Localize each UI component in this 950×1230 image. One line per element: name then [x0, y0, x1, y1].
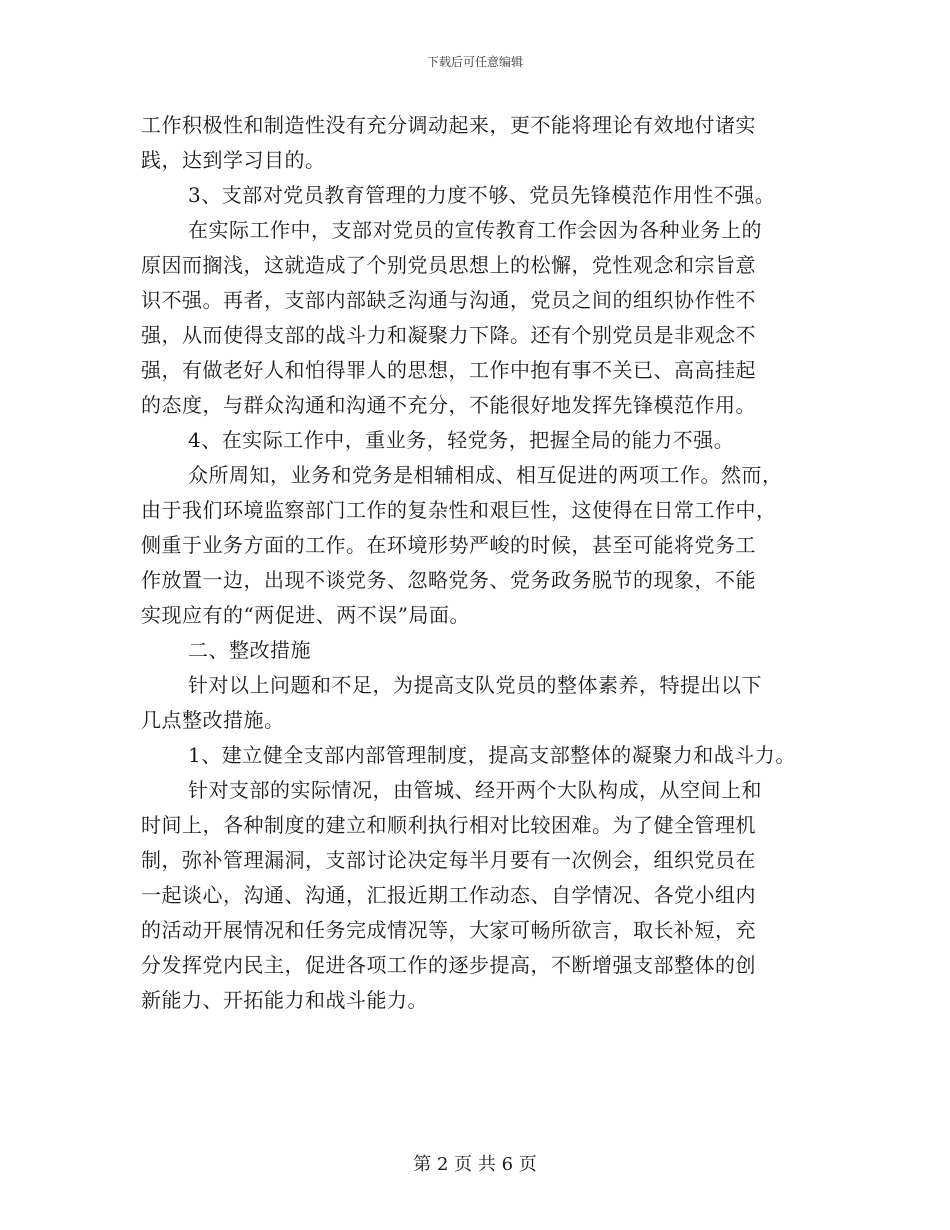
paragraph-line: 强，从而使得支部的战斗力和凝聚力下降。还有个别党员是非观念不	[141, 323, 756, 347]
paragraph-line: 分发挥党内民主，促进各项工作的逐步提高，不断增强支部整体的创	[141, 953, 756, 977]
paragraph-line: 识不强。再者，支部内部缺乏沟通与沟通，党员之间的组织协作性不	[141, 288, 756, 312]
paragraph-line: 的态度，与群众沟通和沟通不充分，不能很好地发挥先锋模范作用。	[141, 393, 756, 417]
header-text: 下载后可任意编辑	[426, 55, 523, 69]
page-header	[0, 53, 950, 70]
paragraph-first-line: 众所周知，业务和党务是相辅相成、相互促进的两项工作。然而，	[188, 463, 783, 487]
paragraph-first-line: 针对以上问题和不足，为提高支队党员的整体素养，特提出以下	[188, 673, 762, 697]
paragraph-first-line: 4、在实际工作中，重业务，轻党务，把握全局的能力不强。	[188, 428, 735, 452]
page-number: 第 2 页 共 6 页	[413, 1154, 537, 1175]
paragraph-line: 几点整改措施。	[141, 708, 285, 732]
paragraph-line: 的活动开展情况和任务完成情况等，大家可畅所欲言，取长补短，充	[141, 918, 756, 942]
paragraph-line: 践，达到学习目的。	[141, 148, 326, 172]
paragraph-line: 作放置一边，出现不谈党务、忽略党务、党务政务脱节的现象，不能	[141, 568, 756, 592]
paragraph-first-line: 在实际工作中，支部对党员的宣传教育工作会因为各种业务上的	[188, 218, 762, 242]
paragraph-line: 侧重于业务方面的工作。在环境形势严峻的时候，甚至可能将党务工	[141, 533, 756, 557]
paragraph-line: 由于我们环境监察部门工作的复杂性和艰巨性，这使得在日常工作中，	[141, 498, 777, 522]
paragraph-line: 制，弥补管理漏洞，支部讨论决定每半月要有一次例会，组织党员在	[141, 848, 756, 872]
paragraph-line: 原因而搁浅，这就造成了个别党员思想上的松懈，党性观念和宗旨意	[141, 253, 756, 277]
paragraph-first-line: 二、整改措施	[188, 638, 311, 662]
paragraph-line: 新能力、开拓能力和战斗能力。	[141, 988, 428, 1012]
paragraph-line: 时间上，各种制度的建立和顺利执行相对比较困难。为了健全管理机	[141, 813, 756, 837]
document-body	[141, 108, 831, 1018]
page-footer	[0, 1150, 950, 1176]
paragraph-line: 工作积极性和制造性没有充分调动起来，更不能将理论有效地付诸实	[141, 113, 756, 137]
paragraph-line: 强，有做老好人和怕得罪人的思想，工作中抱有事不关已、高高挂起	[141, 358, 756, 382]
paragraph-line: 一起谈心，沟通、沟通，汇报近期工作动态、自学情况、各党小组内	[141, 883, 756, 907]
paragraph-first-line: 1、建立健全支部内部管理制度，提高支部整体的凝聚力和战斗力。	[188, 743, 796, 767]
paragraph-line: 实现应有的“两促进、两不误”局面。	[141, 603, 470, 627]
paragraph-first-line: 3、支部对党员教育管理的力度不够、党员先锋模范作用性不强。	[188, 183, 776, 207]
paragraph-first-line: 针对支部的实际情况，由管城、经开两个大队构成，从空间上和	[188, 778, 762, 802]
